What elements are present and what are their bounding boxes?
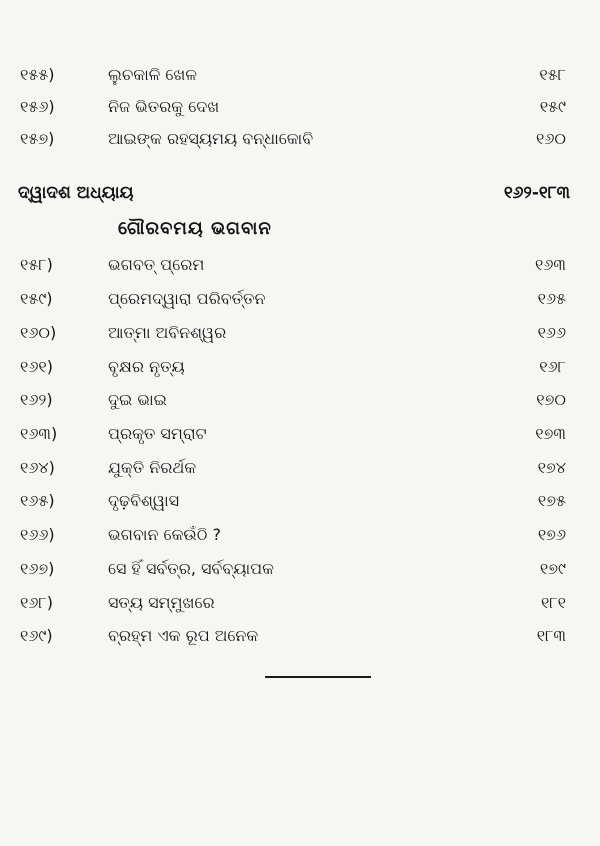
toc-entry [0, 484, 600, 518]
entry-number: ୧୬୯) [20, 626, 53, 645]
entry-page: ୧୫୮ [539, 65, 566, 84]
entry-number: ୧୬୭) [20, 559, 55, 578]
entry-number: ୧୫୯) [20, 289, 53, 308]
entry-number: ୧୬୪) [20, 458, 55, 477]
chapter-page-range: ୧୬୨-୧୮୩ [503, 183, 570, 203]
section-end-rule [265, 676, 371, 678]
entry-page: ୧୬୫ [537, 289, 566, 308]
entry-title: ବୃକ୍ଷର ନୃତ୍ୟ [108, 357, 185, 376]
toc-entry [0, 350, 600, 384]
entry-title: ଭଗବାନ କେଉଁଠି ? [108, 525, 221, 544]
entry-page: ୧୬୮ [539, 357, 566, 376]
toc-entry [0, 383, 600, 417]
entry-number: ୧୬୬) [20, 525, 55, 544]
toc-entry [0, 451, 600, 485]
entry-number: ୧୬୦) [20, 323, 57, 342]
chapter-heading [0, 176, 600, 210]
entry-page: ୧୭୬ [537, 525, 566, 544]
chapter-subtitle: ଗୌରବମୟ ଭଗବାନ [118, 218, 272, 239]
entry-title: ପ୍ରେମଦ୍ୱାରା ପରିବର୍ତ୍ତନ [108, 289, 266, 308]
entry-page: ୧୬୬ [537, 323, 566, 342]
entry-title: ଆଇଙ୍କ ରହସ୍ୟମୟ ବନ୍ଧାକୋବି [108, 129, 314, 148]
toc-entry [0, 122, 600, 156]
toc-entry [0, 316, 600, 350]
entry-number: ୧୬୮) [20, 593, 53, 612]
entry-title: ଭଗବତ୍ ପ୍ରେମ [108, 255, 205, 274]
toc-entry [0, 58, 600, 92]
entry-page: ୧୭୯ [539, 559, 566, 578]
entry-title: ଆତ୍ମା ଅବିନଶ୍ୱର [108, 323, 227, 342]
entry-number: ୧୬୧) [20, 357, 53, 376]
entry-page: ୧୫୯ [539, 97, 566, 116]
entry-page: ୧୭୫ [537, 491, 566, 510]
entry-title: ସେ ହିଁ ସର୍ବତ୍ର, ସର୍ବବ୍ୟାପକ [108, 559, 274, 578]
entry-number: ୧୫୫) [20, 65, 55, 84]
toc-entry [0, 248, 600, 282]
entry-number: ୧୬୨) [20, 390, 53, 409]
entry-page: ୧୭୩ [535, 424, 566, 443]
entry-title: ସତ୍ୟ ସମ୍ମୁଖରେ [108, 593, 215, 612]
entry-number: ୧୫୭) [20, 129, 55, 148]
entry-title: ଯୁକ୍ତି ନିରର୍ଥକ [108, 458, 197, 477]
entry-title: ବ୍ରହ୍ମ ଏକ ରୂପ ଅନେକ [108, 626, 259, 645]
chapter-label: ଦ୍ୱାଦଶ ଅଧ୍ୟାୟ [18, 183, 134, 203]
entry-number: ୧୫୬) [20, 97, 55, 116]
entry-page: ୧୮୧ [540, 593, 566, 612]
toc-entry [0, 619, 600, 653]
toc-entry [0, 282, 600, 316]
toc-entry [0, 90, 600, 124]
toc-entry [0, 586, 600, 620]
entry-title: ଲୁଚକାଳି ଖେଳ [108, 65, 197, 84]
entry-title: ନିଜ ଭିତରକୁ ଦେଖ [108, 97, 220, 116]
entry-number: ୧୬୫) [20, 491, 55, 510]
entry-page: ୧୭୪ [537, 458, 566, 477]
toc-entry [0, 417, 600, 451]
entry-title: ପ୍ରକୃତ ସମ୍ରାଟ [108, 424, 207, 443]
entry-page: ୧୭୦ [536, 390, 566, 409]
entry-number: ୧୬୩) [20, 424, 58, 443]
entry-page: ୧୬୦ [536, 129, 566, 148]
entry-page: ୧୮୩ [536, 626, 566, 645]
entry-title: ଦୃଢ଼ବିଶ୍ୱାସ [108, 491, 180, 510]
entry-page: ୧୬୩ [535, 255, 566, 274]
toc-entry [0, 518, 600, 552]
entry-number: ୧୫୮) [20, 255, 53, 274]
toc-entry [0, 552, 600, 586]
entry-title: ଦୁଇ ଭାଇ [108, 390, 167, 409]
